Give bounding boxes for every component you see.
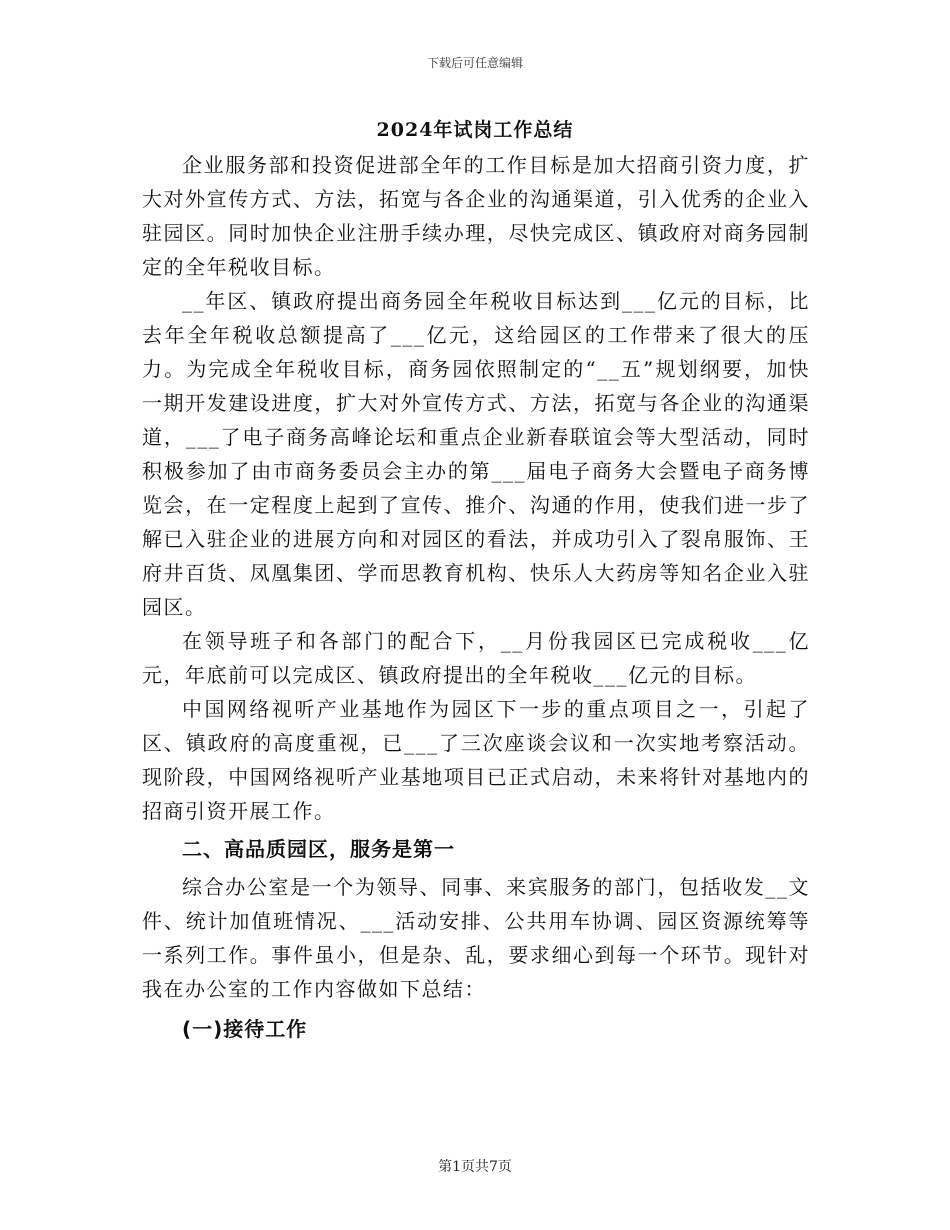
paragraph-office: 综合办公室是一个为领导、同事、来宾服务的部门，包括收发__文件、统计加值班情况、___活动安排、公共用车协调、园区资源统筹等一系列工作。事件虽小，但是杂、乱，要求细心到每一个环节。现针对我在办公室的工作内容做如下总结： (142, 875, 810, 1001)
section-heading: 二、高品质园区，服务是第一 (182, 837, 455, 861)
subsection-heading: (一)接待工作 (182, 1017, 308, 1041)
page-footer: 第1页共7页 (438, 1159, 512, 1175)
paragraph-progress: 在领导班子和各部门的配合下，__月份我园区已完成税收___亿元，年底前可以完成区、镇政府提出的全年税收___亿元的目标。 (142, 629, 810, 687)
document-body (142, 148, 810, 1046)
document-title: 2024年试岗工作总结 (376, 119, 574, 141)
paragraph-media-base: 中国网络视听产业基地作为园区下一步的重点项目之一，引起了区、镇政府的高度重视，已___了三次座谈会议和一次实地考察活动。现阶段，中国网络视听产业基地项目已正式启动，未来将针对基地内的招商引资开展工作。 (142, 697, 810, 823)
paragraph-tax-target: __年区、镇政府提出商务园全年税收目标达到___亿元的目标，比去年全年税收总额提高了___亿元，这给园区的工作带来了很大的压力。为完成全年税收目标，商务园依照制定的“__五”规划纲要，加快一期开发建设进度，扩大对外宣传方式、方法，拓宽与各企业的沟通渠道，___了电子商务高峰论坛和重点企业新春联谊会等大型活动，同时积极参加了由市商务委员会主办的第___届电子商务大会暨电子商务博览会，在一定程度上起到了宣传、推介、沟通的作用，使我们进一步了解已入驻企业的进展方向和对园区的看法，并成功引入了裂帛服饰、王府井百货、凤凰集团、学而思教育机构、快乐人大药房等知名企业入驻园区。 (142, 289, 810, 619)
paragraph-goals: 企业服务部和投资促进部全年的工作目标是加大招商引资力度，扩大对外宣传方式、方法，拓宽与各企业的沟通渠道，引入优秀的企业入驻园区。同时加快企业注册手续办理，尽快完成区、镇政府对商务园制定的全年税收目标。 (142, 153, 810, 279)
page-header-note: 下载后可任意编辑 (426, 56, 523, 70)
